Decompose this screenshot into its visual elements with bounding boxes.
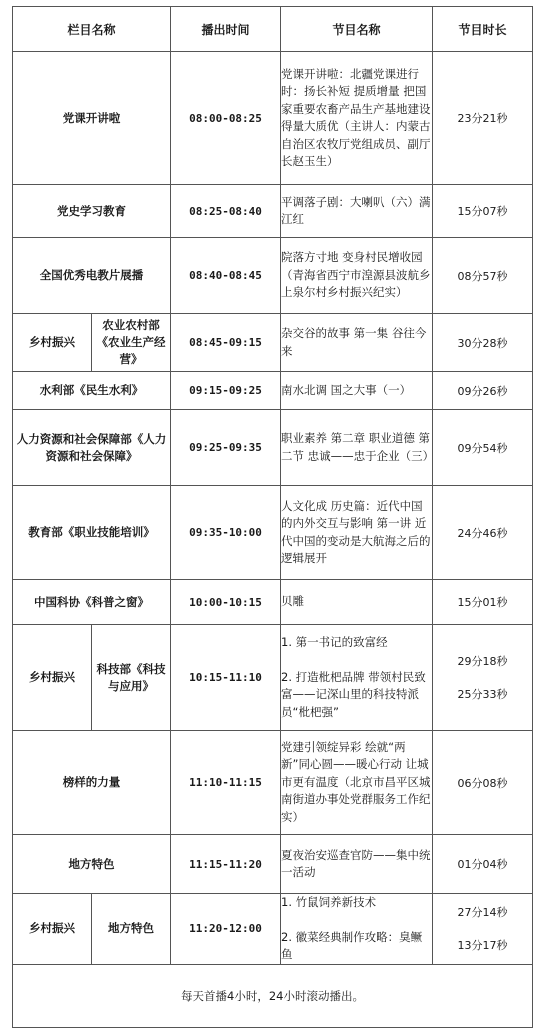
program-title: 党建引领绽异彩 绘就“两新”同心圆——暖心行动 让城市更有温度（北京市昌平区城南街道办事处党群服务工作纪实） [281, 739, 431, 824]
program-title: 夏夜治安巡查官防——集中统一活动 [281, 847, 431, 879]
column-name-cell: 全国优秀电教片展播 [13, 238, 171, 314]
schedule-table [12, 6, 533, 1028]
duration-value: 15分01秒 [457, 596, 508, 609]
duration-cell [433, 625, 533, 731]
table-row [13, 185, 533, 238]
duration-value: 30分28秒 [457, 336, 508, 350]
column-name-cell: 乡村振兴 [13, 894, 92, 965]
duration-value: 29分18秒 [457, 655, 508, 668]
table-row [13, 410, 533, 486]
program-cell [281, 372, 433, 410]
program-title: 人文化成 历史篇：近代中国的内外交互与影响 第一讲 近代中国的变动是大航海之后的逻辑展开 [281, 498, 431, 565]
air-time-cell: 11:20-12:00 [171, 894, 281, 965]
duration-value: 08分57秒 [457, 269, 508, 283]
program-cell [281, 314, 433, 372]
header-column-name: 栏目名称 [13, 7, 171, 52]
program-cell [281, 486, 433, 580]
table-row [13, 486, 533, 580]
column-name-cell: 党史学习教育 [13, 185, 171, 238]
duration-cell [433, 835, 533, 894]
program-cell [281, 835, 433, 894]
program-cell [281, 238, 433, 314]
program-title: 杂交谷的故事 第一集 谷往今来 [281, 326, 427, 358]
program-cell [281, 580, 433, 625]
duration-value: 25分33秒 [457, 688, 508, 701]
table-row [13, 372, 533, 410]
program-title: 2. 打造枇杷品牌 带领村民致富——记深山里的科技特派员“枇杷强” [281, 669, 426, 719]
air-time-cell: 09:25-09:35 [171, 410, 281, 486]
column-name-cell: 乡村振兴 [13, 625, 92, 731]
duration-value: 15分07秒 [457, 205, 508, 218]
duration-value: 09分54秒 [457, 441, 508, 455]
table-row [13, 580, 533, 625]
program-cell [281, 731, 433, 835]
air-time-cell: 11:15-11:20 [171, 835, 281, 894]
duration-value: 09分26秒 [457, 384, 508, 398]
program-cell [281, 52, 433, 185]
table-row [13, 625, 533, 731]
header-program-name: 节目名称 [281, 7, 433, 52]
air-time-cell: 08:40-08:45 [171, 238, 281, 314]
air-time-cell: 10:15-11:10 [171, 625, 281, 731]
program-title: 南水北调 国之大事（一） [281, 382, 412, 397]
header-row [13, 7, 533, 52]
sub-column-cell: 农业农村部《农业生产经营》 [92, 314, 171, 372]
program-title: 院落方寸地 变身村民增收园（青海省西宁市湟源县波航乡上泉尔村乡村振兴纪实） [281, 250, 431, 300]
air-time-cell: 08:25-08:40 [171, 185, 281, 238]
duration-cell [433, 238, 533, 314]
duration-value: 23分21秒 [457, 112, 508, 125]
program-cell [281, 894, 433, 965]
duration-cell [433, 185, 533, 238]
program-title: 1. 第一书记的致富经 [281, 635, 388, 649]
footer-note: 每天首播4小时，24小时滚动播出。 [13, 964, 533, 1027]
column-name-cell: 教育部《职业技能培训》 [13, 486, 171, 580]
column-name-cell: 党课开讲啦 [13, 52, 171, 185]
program-title: 党课开讲啦：北疆党课进行时：扬长补短 提质增量 把国家重要农畜产品生产基地建设得量大质优（主讲人：内蒙古自治区农牧厅党组成员、副厅长赵玉生） [281, 66, 431, 168]
duration-value: 01分04秒 [457, 858, 508, 871]
program-title: 1. 竹鼠饲养新技术 [281, 895, 377, 909]
duration-cell [433, 894, 533, 965]
duration-cell [433, 731, 533, 835]
program-cell [281, 410, 433, 486]
duration-value: 06分08秒 [457, 776, 508, 790]
program-title: 职业素养 第二章 职业道德 第二节 忠诚——忠于企业（三） [281, 431, 435, 463]
air-time-cell: 11:10-11:15 [171, 731, 281, 835]
column-name-cell: 中国科协《科普之窗》 [13, 580, 171, 625]
duration-value: 24分46秒 [457, 526, 508, 540]
program-cell [281, 625, 433, 731]
table-row [13, 894, 533, 965]
column-name-cell: 榜样的力量 [13, 731, 171, 835]
header-duration: 节目时长 [433, 7, 533, 52]
sub-column-cell: 地方特色 [92, 894, 171, 965]
program-cell [281, 185, 433, 238]
air-time-cell: 08:00-08:25 [171, 52, 281, 185]
column-name-cell: 水利部《民生水利》 [13, 372, 171, 410]
footer-row [13, 964, 533, 1027]
air-time-cell: 09:15-09:25 [171, 372, 281, 410]
table-row [13, 52, 533, 185]
column-name-cell: 地方特色 [13, 835, 171, 894]
table-row [13, 835, 533, 894]
duration-cell [433, 410, 533, 486]
air-time-cell: 08:45-09:15 [171, 314, 281, 372]
duration-value: 13分17秒 [457, 939, 508, 953]
column-name-cell: 乡村振兴 [13, 314, 92, 372]
program-title: 平调落子剧：大喇叭（六）满江红 [281, 194, 431, 226]
duration-cell [433, 486, 533, 580]
duration-cell [433, 580, 533, 625]
header-air-time: 播出时间 [171, 7, 281, 52]
column-name-cell: 人力资源和社会保障部《人力资源和社会保障》 [13, 410, 171, 486]
program-title: 2. 徽菜经典制作攻略：臭鳜鱼 [281, 929, 423, 961]
duration-cell [433, 314, 533, 372]
program-title: 贝雕 [281, 594, 305, 609]
table-row [13, 314, 533, 372]
air-time-cell: 10:00-10:15 [171, 580, 281, 625]
sub-column-cell: 科技部《科技与应用》 [92, 625, 171, 731]
table-row [13, 731, 533, 835]
duration-cell [433, 372, 533, 410]
air-time-cell: 09:35-10:00 [171, 486, 281, 580]
table-row [13, 238, 533, 314]
duration-cell [433, 52, 533, 185]
duration-value: 27分14秒 [457, 906, 508, 920]
